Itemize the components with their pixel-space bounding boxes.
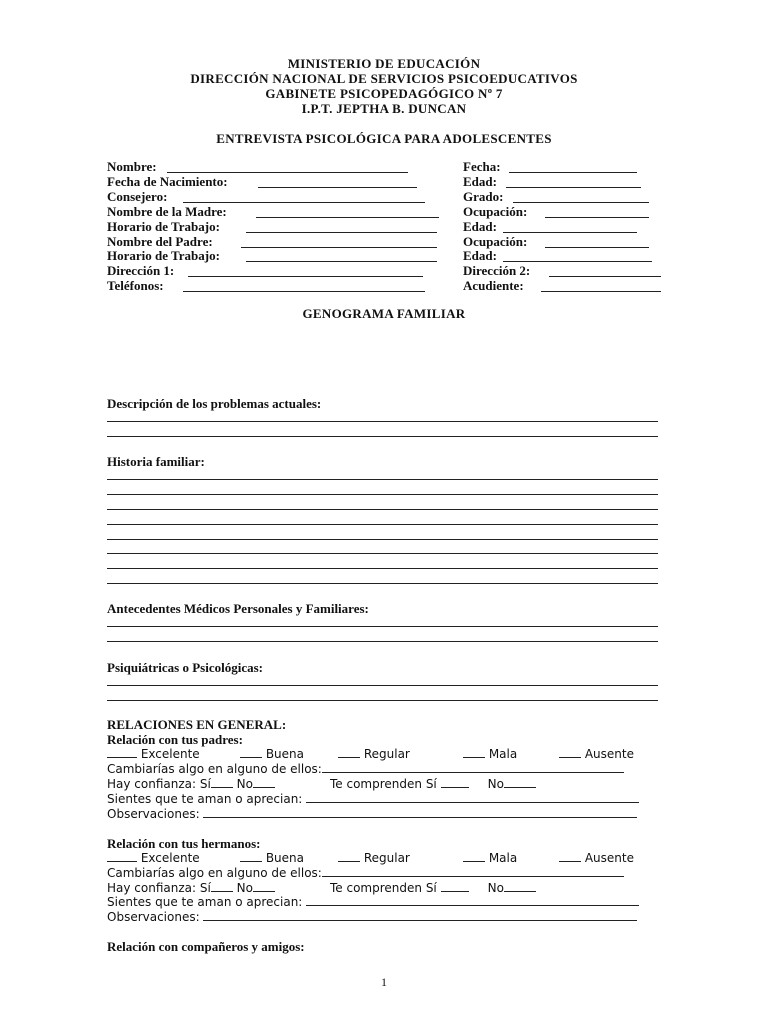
field-label-direccion-1: Dirección 1: [107,263,175,278]
ministry-title: MINISTERIO DE EDUCACIÓN [287,56,481,71]
answer-line[interactable] [107,626,658,627]
answer-blank[interactable] [211,776,233,788]
field-label-telefonos: Teléfonos: [107,278,164,293]
field-line-horario-padre[interactable] [246,261,437,262]
field-label-acudiente: Acudiente: [463,278,524,293]
checkbox-blank[interactable] [559,850,581,862]
option-label: Mala [488,851,518,865]
institute-title: I.P.T. JEPTHA B. DUNCAN [301,101,467,116]
answer-line[interactable] [107,421,658,422]
answer-line[interactable] [107,479,658,480]
answer-line[interactable] [107,494,658,495]
siblings-option-regular[interactable] [338,850,410,865]
option-label: Regular [363,747,410,761]
field-line-consejero[interactable] [183,202,425,203]
answer-blank[interactable] [306,791,639,803]
field-label-horario-madre: Horario de Trabajo: [107,219,220,234]
checkbox-blank[interactable] [240,850,262,862]
genogram-title: GENOGRAMA FAMILIAR [302,306,466,321]
field-line-acudiente[interactable] [541,291,661,292]
parents-change-question: Cambiarías algo en alguno de ellos: [107,761,624,776]
family-history-label: Historia familiar: [107,454,205,469]
parents-option-ausente[interactable] [559,746,634,761]
option-label: Mala [488,747,518,761]
friends-relation-title: Relación con compañeros y amigos: [107,939,305,954]
field-label-nombre-padre: Nombre del Padre: [107,234,213,249]
field-line-fecha[interactable] [509,172,637,173]
checkbox-blank[interactable] [107,850,137,862]
checkbox-blank[interactable] [463,850,485,862]
option-label: Ausente [584,851,634,865]
field-line-fecha-nacimiento[interactable] [258,187,417,188]
problems-label: Descripción de los problemas actuales: [107,396,322,411]
option-label: Regular [363,851,410,865]
field-label-fecha-nacimiento: Fecha de Nacimiento: [107,174,228,189]
siblings-relation-title: Relación con tus hermanos: [107,836,261,851]
option-label: Excelente [140,851,200,865]
field-line-nombre-madre[interactable] [256,217,439,218]
answer-line[interactable] [107,641,658,642]
field-label-horario-padre: Horario de Trabajo: [107,248,220,263]
option-label: Ausente [584,747,634,761]
field-label-direccion-2: Dirección 2: [463,263,531,278]
field-label-nombre-madre: Nombre de la Madre: [107,204,227,219]
field-label-consejero: Consejero: [107,189,168,204]
field-line-ocupacion-padre[interactable] [545,247,649,248]
answer-line[interactable] [107,524,658,525]
answer-blank[interactable] [504,880,536,892]
field-line-grado[interactable] [513,202,649,203]
field-line-edad[interactable] [506,187,641,188]
page-number: 1 [381,975,387,989]
option-label: Buena [265,851,305,865]
field-line-telefonos[interactable] [183,291,425,292]
siblings-loved-question: Sientes que te aman o aprecian: [107,894,639,909]
field-line-ocupacion-madre[interactable] [545,217,649,218]
siblings-option-ausente[interactable] [559,850,634,865]
parents-option-excelente[interactable] [107,746,200,761]
form-title: ENTREVISTA PSICOLÓGICA PARA ADOLESCENTES [216,131,552,146]
field-label-grado: Grado: [463,189,504,204]
answer-line[interactable] [107,700,658,701]
answer-blank[interactable] [253,776,275,788]
answer-line[interactable] [107,436,658,437]
answer-line[interactable] [107,685,658,686]
parents-loved-question: Sientes que te aman o aprecian: [107,791,639,806]
parents-option-buena[interactable] [240,746,304,761]
checkbox-blank[interactable] [338,850,360,862]
cabinet-title: GABINETE PSICOPEDAGÓGICO Nº 7 [265,86,503,101]
siblings-trust-question: Hay confianza: Sí No [107,880,275,895]
field-line-direccion-1[interactable] [188,276,423,277]
siblings-change-question: Cambiarías algo en alguno de ellos: [107,865,624,880]
field-label-edad: Edad: [463,174,497,189]
psychiatric-label: Psiquiátricas o Psicológicas: [107,660,263,675]
field-label-edad-madre: Edad: [463,219,497,234]
siblings-option-buena[interactable] [240,850,304,865]
checkbox-blank[interactable] [463,746,485,758]
field-line-edad-madre[interactable] [503,232,637,233]
answer-blank[interactable] [253,880,275,892]
siblings-observations: Observaciones: [107,909,637,924]
field-line-edad-padre[interactable] [503,261,652,262]
answer-blank[interactable] [504,776,536,788]
genogram-area[interactable] [107,326,658,386]
answer-blank[interactable] [203,909,637,921]
field-label-nombre: Nombre: [107,159,157,174]
siblings-option-excelente[interactable] [107,850,200,865]
option-label: Excelente [140,747,200,761]
answer-line[interactable] [107,553,658,554]
answer-line[interactable] [107,583,658,584]
siblings-understand-question: Te comprenden Sí No [330,880,536,895]
field-line-nombre-padre[interactable] [241,247,437,248]
field-label-ocupacion-madre: Ocupación: [463,204,528,219]
checkbox-blank[interactable] [107,746,137,758]
direction-title: DIRECCIÓN NACIONAL DE SERVICIOS PSICOEDUCATIVOS [190,71,578,86]
parents-option-regular[interactable] [338,746,410,761]
checkbox-blank[interactable] [559,746,581,758]
answer-line[interactable] [107,568,658,569]
parents-option-mala[interactable] [463,746,517,761]
parents-observations: Observaciones: [107,806,637,821]
field-label-fecha: Fecha: [463,159,501,174]
parents-understand-question: Te comprenden Sí No [330,776,536,791]
siblings-option-mala[interactable] [463,850,517,865]
field-line-direccion-2[interactable] [549,276,661,277]
parents-trust-question: Hay confianza: Sí No [107,776,275,791]
answer-blank[interactable] [203,806,637,818]
answer-blank[interactable] [441,776,469,788]
answer-line[interactable] [107,539,658,540]
field-line-horario-madre[interactable] [246,232,437,233]
answer-line[interactable] [107,509,658,510]
field-label-ocupacion-padre: Ocupación: [463,234,528,249]
answer-blank[interactable] [322,865,624,877]
checkbox-blank[interactable] [240,746,262,758]
parents-relation-title: Relación con tus padres: [107,732,243,747]
answer-blank[interactable] [306,894,639,906]
answer-blank[interactable] [441,880,469,892]
option-label: Buena [265,747,305,761]
field-label-edad-padre: Edad: [463,248,497,263]
answer-blank[interactable] [211,880,233,892]
field-line-nombre[interactable] [167,172,408,173]
checkbox-blank[interactable] [338,746,360,758]
relations-title: RELACIONES EN GENERAL: [107,717,287,732]
medical-label: Antecedentes Médicos Personales y Familiares: [107,601,369,616]
answer-blank[interactable] [322,761,624,773]
